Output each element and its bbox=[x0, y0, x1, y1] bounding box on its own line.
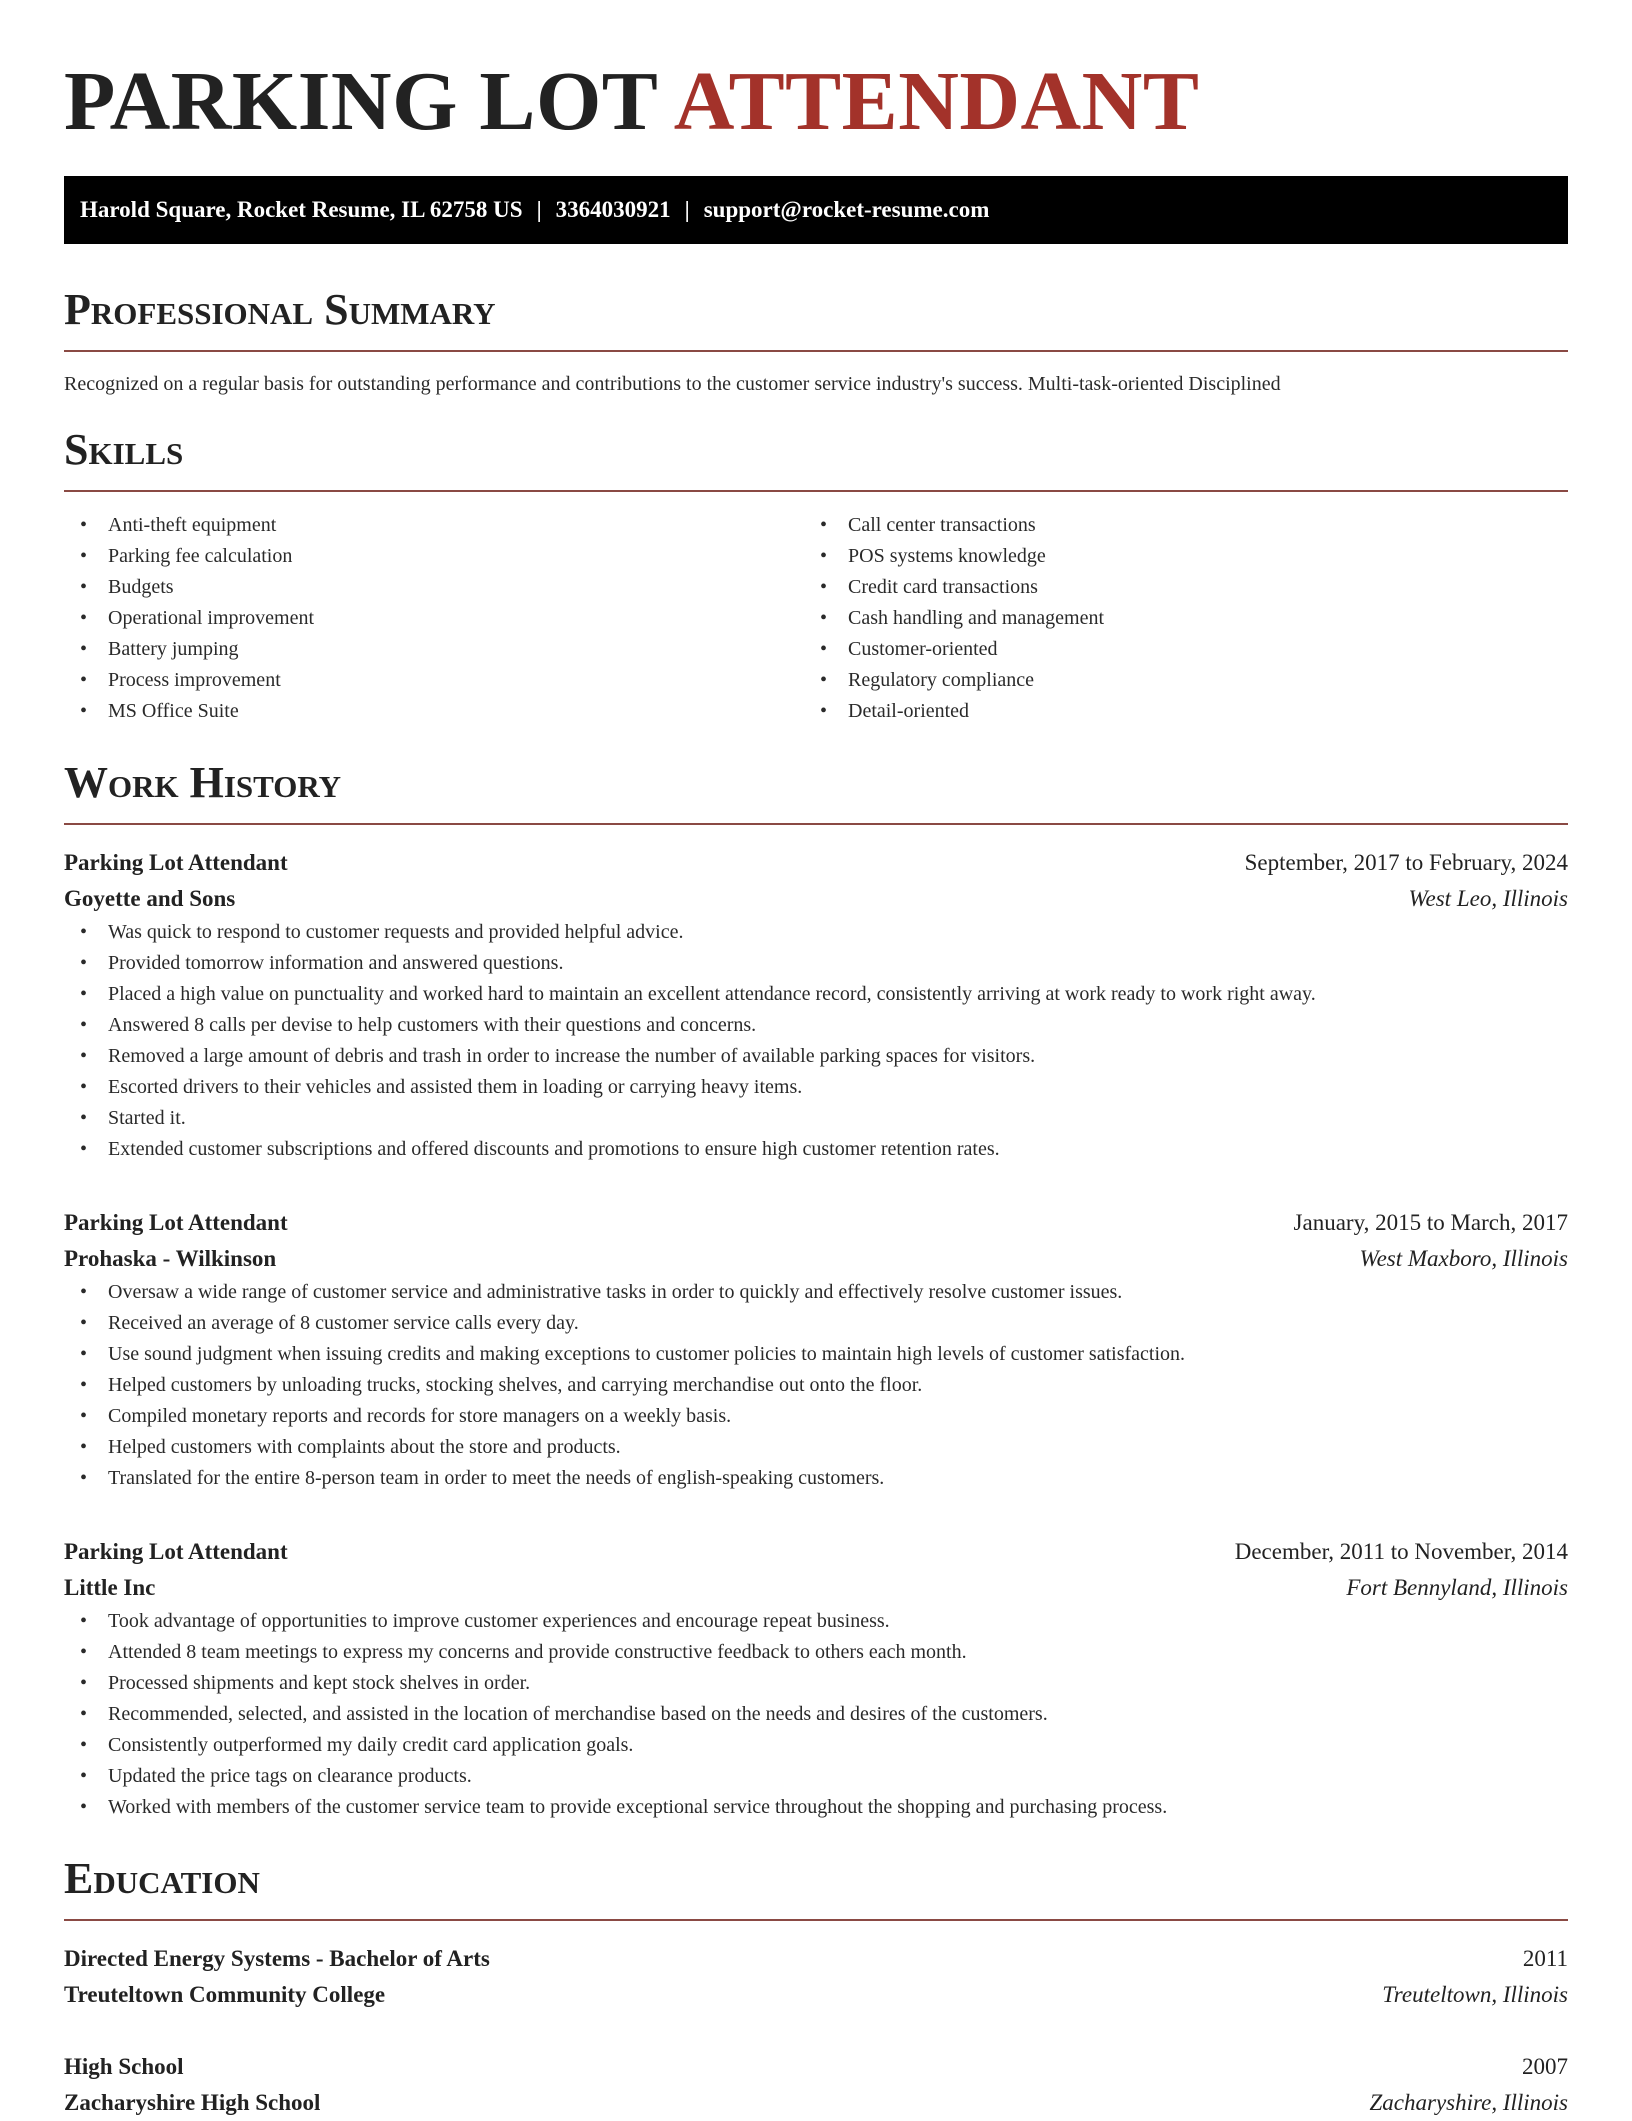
education-title: Education bbox=[64, 1854, 260, 1903]
skill-item: • Operational improvement bbox=[64, 603, 804, 634]
education-section bbox=[64, 1853, 1568, 2121]
section-divider bbox=[64, 490, 1568, 492]
education-location: Treuteltown, Illinois bbox=[1382, 1982, 1568, 2007]
skills-list-right bbox=[804, 510, 1544, 727]
section-divider bbox=[64, 823, 1568, 825]
section-divider bbox=[64, 350, 1568, 352]
job-entry bbox=[64, 1534, 1568, 1823]
job-location: West Maxboro, Illinois bbox=[1359, 1246, 1568, 1271]
job-bullet: • Escorted drivers to their vehicles and assisted them in loading or carrying heavy items. bbox=[64, 1072, 1568, 1103]
job-bullets bbox=[64, 917, 1568, 1165]
job-header-row bbox=[64, 1205, 1568, 1241]
contact-bar bbox=[64, 176, 1568, 244]
job-company: Goyette and Sons bbox=[64, 886, 236, 911]
summary-text: Recognized on a regular basis for outstanding performance and contributions to the customer service industry's success. Multi-task-oriented Disciplined bbox=[64, 373, 1281, 395]
job-bullet: • Was quick to respond to customer requests and provided helpful advice. bbox=[64, 917, 1568, 948]
contact-phone: 3364030921 bbox=[555, 197, 671, 222]
job-dates: January, 2015 to March, 2017 bbox=[1293, 1210, 1568, 1235]
name-last: ATTENDANT bbox=[673, 55, 1200, 148]
education-degree: Directed Energy Systems - Bachelor of Arts bbox=[64, 1946, 490, 1971]
education-entry bbox=[64, 1941, 1568, 2013]
skills-grid bbox=[64, 510, 1568, 727]
job-bullet: • Consistently outperformed my daily credit card application goals. bbox=[64, 1730, 1568, 1761]
contact-address: Harold Square, Rocket Resume, IL 62758 US bbox=[80, 197, 523, 222]
job-bullet: • Answered 8 calls per devise to help customers with their questions and concerns. bbox=[64, 1010, 1568, 1041]
skills-list-left bbox=[64, 510, 804, 727]
job-header-row bbox=[64, 1534, 1568, 1570]
skills-title: Skills bbox=[64, 425, 184, 474]
job-location: West Leo, Illinois bbox=[1408, 886, 1568, 911]
education-location: Zacharyshire, Illinois bbox=[1369, 2090, 1568, 2115]
job-bullet: • Worked with members of the customer service team to provide exceptional service throughout the shopping and purchasing process. bbox=[64, 1792, 1568, 1823]
jobs-list bbox=[64, 845, 1568, 1823]
job-bullet: • Translated for the entire 8-person team in order to meet the needs of english-speaking customers. bbox=[64, 1463, 1568, 1494]
education-degree-row bbox=[64, 1941, 1568, 1977]
job-bullet: • Use sound judgment when issuing credits and making exceptions to customer policies to maintain high levels of customer satisfaction. bbox=[64, 1339, 1568, 1370]
education-school: Treuteltown Community College bbox=[64, 1982, 386, 2007]
skill-item: • Detail-oriented bbox=[804, 696, 1544, 727]
job-bullet: • Recommended, selected, and assisted in the location of merchandise based on the needs and desires of the customers. bbox=[64, 1699, 1568, 1730]
name-first: PARKING LOT bbox=[64, 55, 657, 148]
job-bullet: • Updated the price tags on clearance products. bbox=[64, 1761, 1568, 1792]
job-bullet: • Processed shipments and kept stock shelves in order. bbox=[64, 1668, 1568, 1699]
education-year: 2007 bbox=[1522, 2054, 1568, 2079]
skill-item: • POS systems knowledge bbox=[804, 541, 1544, 572]
education-degree-row bbox=[64, 2049, 1568, 2085]
job-bullet: • Extended customer subscriptions and offered discounts and promotions to ensure high customer retention rates. bbox=[64, 1134, 1568, 1165]
skill-item: • Regulatory compliance bbox=[804, 665, 1544, 696]
contact-separator: | bbox=[536, 197, 542, 222]
skills-section bbox=[64, 424, 1568, 727]
resume-name bbox=[64, 0, 1568, 176]
education-list bbox=[64, 1941, 1568, 2121]
job-bullet: • Placed a high value on punctuality and worked hard to maintain an excellent attendance record, consistently arriving at work ready to work right away. bbox=[64, 979, 1568, 1010]
skill-item: • Parking fee calculation bbox=[64, 541, 804, 572]
job-bullet: • Compiled monetary reports and records for store managers on a weekly basis. bbox=[64, 1401, 1568, 1432]
job-title: Parking Lot Attendant bbox=[64, 850, 288, 875]
contact-email: support@rocket-resume.com bbox=[703, 197, 990, 222]
job-bullet: • Oversaw a wide range of customer service and administrative tasks in order to quickly and effectively resolve customer issues. bbox=[64, 1277, 1568, 1308]
job-bullets bbox=[64, 1606, 1568, 1823]
job-company: Little Inc bbox=[64, 1575, 156, 1600]
job-bullet: • Started it. bbox=[64, 1103, 1568, 1134]
job-bullet: • Received an average of 8 customer service calls every day. bbox=[64, 1308, 1568, 1339]
summary-section bbox=[64, 284, 1568, 398]
job-dates: December, 2011 to November, 2014 bbox=[1234, 1539, 1568, 1564]
contact-separator: | bbox=[684, 197, 690, 222]
skills-column-right bbox=[804, 510, 1544, 727]
skill-item: • Call center transactions bbox=[804, 510, 1544, 541]
job-company-row bbox=[64, 1570, 1568, 1606]
job-company-row bbox=[64, 881, 1568, 917]
work-title: Work History bbox=[64, 758, 342, 807]
skill-item: • Battery jumping bbox=[64, 634, 804, 665]
job-entry bbox=[64, 1205, 1568, 1494]
job-company-row bbox=[64, 1241, 1568, 1277]
skill-item: • Budgets bbox=[64, 572, 804, 603]
job-company: Prohaska - Wilkinson bbox=[64, 1246, 277, 1271]
job-bullet: • Helped customers with complaints about the store and products. bbox=[64, 1432, 1568, 1463]
skill-item: • Cash handling and management bbox=[804, 603, 1544, 634]
job-bullet: • Removed a large amount of debris and trash in order to increase the number of available parking spaces for visitors. bbox=[64, 1041, 1568, 1072]
section-divider bbox=[64, 1919, 1568, 1921]
skill-item: • Process improvement bbox=[64, 665, 804, 696]
skill-item: • Credit card transactions bbox=[804, 572, 1544, 603]
job-bullet: • Provided tomorrow information and answered questions. bbox=[64, 948, 1568, 979]
skill-item: • Customer-oriented bbox=[804, 634, 1544, 665]
education-school: Zacharyshire High School bbox=[64, 2090, 321, 2115]
job-title: Parking Lot Attendant bbox=[64, 1210, 288, 1235]
education-school-row bbox=[64, 2085, 1568, 2121]
job-header-row bbox=[64, 845, 1568, 881]
education-year: 2011 bbox=[1522, 1946, 1568, 1971]
job-dates: September, 2017 to February, 2024 bbox=[1244, 850, 1568, 875]
job-bullet: • Helped customers by unloading trucks, stocking shelves, and carrying merchandise out onto the floor. bbox=[64, 1370, 1568, 1401]
job-location: Fort Bennyland, Illinois bbox=[1346, 1575, 1568, 1600]
work-section bbox=[64, 757, 1568, 1823]
education-entry bbox=[64, 2049, 1568, 2121]
summary-title: Professional Summary bbox=[64, 285, 496, 334]
job-entry bbox=[64, 845, 1568, 1165]
job-title: Parking Lot Attendant bbox=[64, 1539, 288, 1564]
education-degree: High School bbox=[64, 2054, 184, 2079]
job-bullet: • Took advantage of opportunities to improve customer experiences and encourage repeat business. bbox=[64, 1606, 1568, 1637]
job-bullet: • Attended 8 team meetings to express my concerns and provide constructive feedback to others each month. bbox=[64, 1637, 1568, 1668]
education-school-row bbox=[64, 1977, 1568, 2013]
skill-item: • MS Office Suite bbox=[64, 696, 804, 727]
skill-item: • Anti-theft equipment bbox=[64, 510, 804, 541]
skills-column-left bbox=[64, 510, 804, 727]
job-bullets bbox=[64, 1277, 1568, 1494]
